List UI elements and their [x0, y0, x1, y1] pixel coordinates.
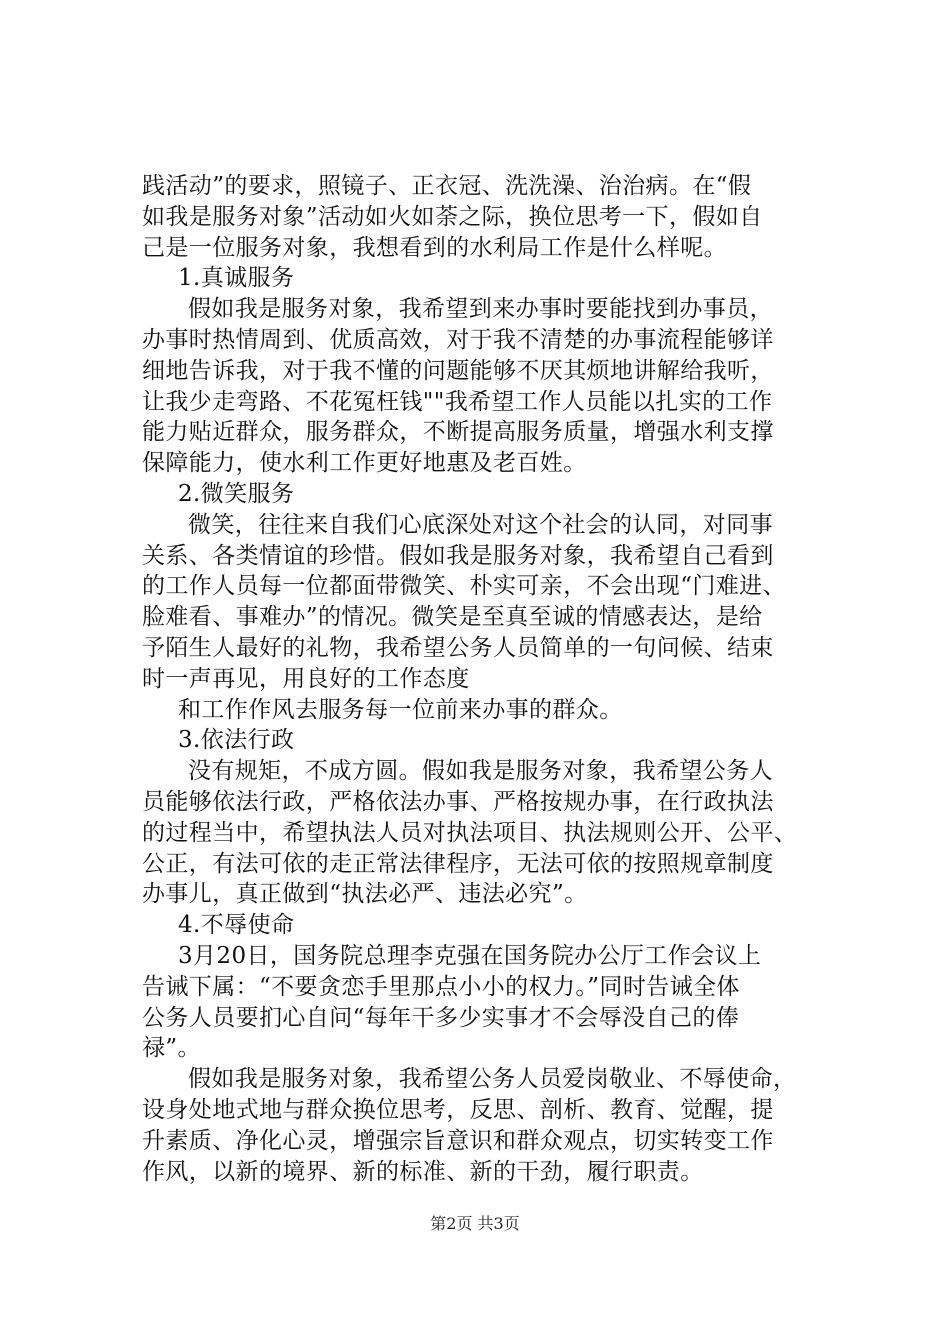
paragraph-line: 能力贴近群众，服务群众，不断提高服务质量，增强水利支撑	[142, 419, 774, 446]
document-body	[142, 171, 832, 1187]
paragraph-line: 关系、各类情谊的珍惜。假如我是服务对象，我希望自己看到	[142, 542, 774, 569]
paragraph-line: 升素质、净化心灵，增强宗旨意识和群众观点，切实转变工作	[142, 1127, 774, 1154]
paragraph-line: 的工作人员每一位都面带微笑、朴实可亲，不会出现“门难进、	[142, 573, 786, 600]
section-heading-line: 3.依法行政	[178, 727, 295, 754]
paragraph-line: 员能够依法行政，严格依法办事、严格按规办事，在行政执法	[142, 788, 774, 815]
paragraph-line: 时一声再见，用良好的工作态度	[142, 665, 470, 692]
paragraph-line: 办事时热情周到、优质高效，对于我不清楚的办事流程能够详	[142, 326, 774, 353]
paragraph-line: 如我是服务对象”活动如火如荼之际，换位思考一下，假如自	[142, 203, 763, 230]
section-heading-line: 2.微笑服务	[178, 480, 295, 507]
paragraph-line: 保障能力，使水利工作更好地惠及老百姓。	[142, 450, 587, 477]
paragraph-line: 没有规矩，不成方圆。假如我是服务对象，我希望公务人	[188, 758, 773, 785]
paragraph-line: 践活动”的要求，照镜子、正衣冠、洗洗澡、治治病。在“假	[142, 173, 752, 199]
section-heading-line: 3月20日，国务院总理李克强在国务院办公厅工作会议上	[178, 942, 762, 969]
paragraph-line: 的过程当中，希望执法人员对执法项目、执法规则公开、公平、	[142, 819, 798, 846]
paragraph-line: 脸难看、事难办”的情况。微笑是至真至诚的情感表达，是给	[142, 604, 763, 631]
paragraph-line: 告诫下属：“不要贪恋手里那点小小的权力。”同时告诫全体	[142, 973, 740, 1000]
paragraph-line: 予陌生人最好的礼物，我希望公务人员简单的一句问候、结束	[142, 634, 774, 661]
paragraph-line: 办事儿，真正做到“执法必严、违法必究”。	[142, 881, 588, 908]
paragraph-line: 微笑，往往来自我们心底深处对这个社会的认同，对同事	[188, 511, 773, 538]
paragraph-line: 禄”。	[142, 1035, 201, 1062]
paragraph-line: 让我少走弯路、不花冤枉钱""我希望工作人员能以扎实的工作	[142, 388, 773, 415]
paragraph-line: 设身处地式地与群众换位思考，反思、剖析、教育、觉醒，提	[142, 1096, 774, 1123]
section-heading-line: 和工作作风去服务每一位前来办事的群众。	[178, 696, 623, 723]
paragraph-line: 假如我是服务对象，我希望公务人员爱岗敬业、不辱使命，	[188, 1066, 797, 1093]
paragraph-line: 公务人员要扪心自问“每年干多少实事才不会辱没自己的俸	[142, 1004, 740, 1031]
paragraph-line: 作风，以新的境界、新的标准、新的干劲，履行职责。	[142, 1158, 704, 1185]
section-heading-line: 1.真诚服务	[178, 265, 295, 292]
paragraph-line: 己是一位服务对象，我想看到的水利局工作是什么样呢。	[142, 234, 727, 261]
section-heading-line: 4.不辱使命	[178, 912, 295, 939]
paragraph-line: 假如我是服务对象，我希望到来办事时要能找到办事员，	[188, 296, 773, 323]
page-number: 第2页 共3页	[430, 1214, 520, 1233]
paragraph-line: 细地告诉我，对于我不懂的问题能够不厌其烦地讲解给我听，	[142, 357, 774, 384]
paragraph-line: 公正，有法可依的走正常法律程序，无法可依的按照规章制度	[142, 850, 774, 877]
